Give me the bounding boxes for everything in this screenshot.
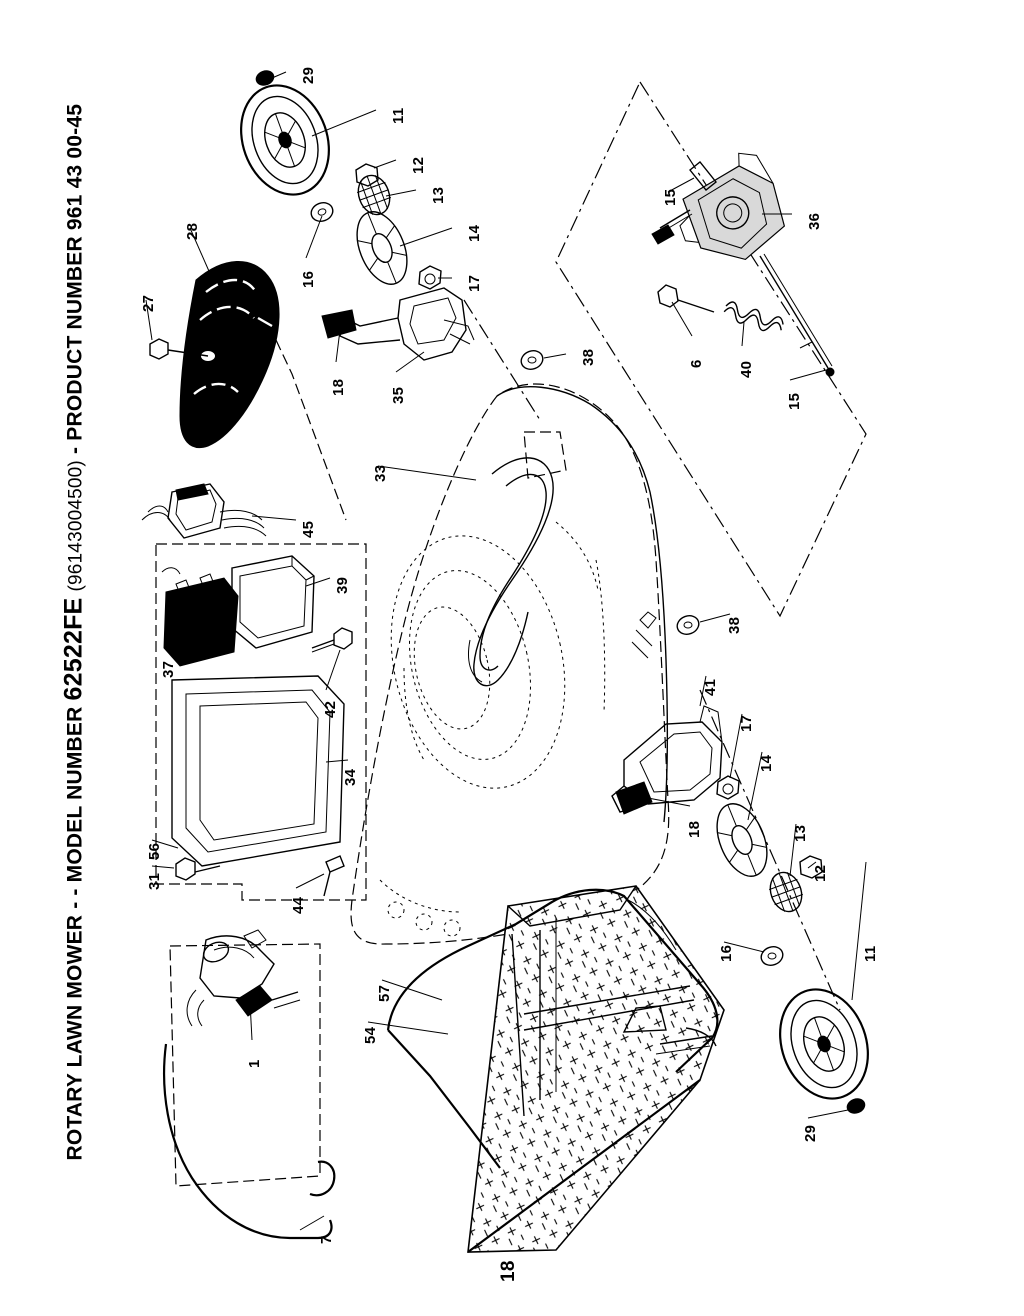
callout-14-lower: 14 <box>758 754 775 772</box>
callout-7: 7 <box>318 1235 335 1244</box>
callout-17-lower: 17 <box>738 714 755 732</box>
callout-34: 34 <box>342 768 359 786</box>
callout-38-upper: 38 <box>580 348 597 366</box>
callout-44: 44 <box>290 896 307 914</box>
callout-57: 57 <box>376 984 393 1002</box>
callout-54: 54 <box>362 1026 379 1044</box>
callout-12-lower: 12 <box>812 864 829 882</box>
control-handle-group <box>164 930 334 1238</box>
transmission-group <box>556 82 866 616</box>
callout-40: 40 <box>738 360 755 378</box>
callout-56: 56 <box>146 842 163 860</box>
battery-group <box>156 544 366 900</box>
title-prefix: ROTARY LAWN MOWER - - MODEL NUMBER <box>63 706 87 1161</box>
callout-39: 39 <box>334 576 351 594</box>
callout-31: 31 <box>146 872 163 890</box>
callout-35: 35 <box>390 386 407 404</box>
title-paren: (96143004500) <box>65 460 87 592</box>
callout-1: 1 <box>246 1059 263 1068</box>
callout-28: 28 <box>184 222 201 240</box>
callout-42: 42 <box>322 700 339 718</box>
callout-14-upper: 14 <box>466 224 483 242</box>
callout-36: 36 <box>806 212 823 230</box>
callout-15-upper: 15 <box>662 188 679 206</box>
callout-13-upper: 13 <box>430 186 447 204</box>
wheel-assembly-upper-left <box>226 68 540 420</box>
callout-37: 37 <box>160 660 177 678</box>
callout-12-upper: 12 <box>410 156 427 174</box>
callout-38-lower: 38 <box>726 616 743 634</box>
callout-27: 27 <box>140 294 157 312</box>
callout-18-lower: 18 <box>686 820 703 838</box>
cover-panel-34 <box>172 676 344 896</box>
grass-catcher-bag <box>388 886 724 1252</box>
title-suffix: - PRODUCT NUMBER 961 43 00-45 <box>63 103 87 454</box>
callout-13-lower: 13 <box>792 824 809 842</box>
callout-18-bag: 18 <box>498 1260 519 1282</box>
callout-15-lower: 15 <box>786 392 803 410</box>
callout-18-upper: 18 <box>330 378 347 396</box>
handle-bracket-33 <box>469 458 554 686</box>
callout-16-upper: 16 <box>300 270 317 288</box>
callout-16-lower: 16 <box>718 944 735 962</box>
engine-shield-28 <box>150 261 346 520</box>
callout-29-top: 29 <box>300 66 317 84</box>
callout-6: 6 <box>688 359 705 368</box>
charger-45 <box>142 484 266 538</box>
callout-41: 41 <box>702 678 719 696</box>
callout-17-upper: 17 <box>466 274 483 292</box>
callout-11-upper: 11 <box>390 107 407 124</box>
callout-11-lower: 11 <box>862 945 879 962</box>
callout-45: 45 <box>300 520 317 538</box>
title-model: 62522FE <box>59 597 88 701</box>
callout-33: 33 <box>372 464 389 482</box>
callout-29-lower: 29 <box>802 1124 819 1142</box>
